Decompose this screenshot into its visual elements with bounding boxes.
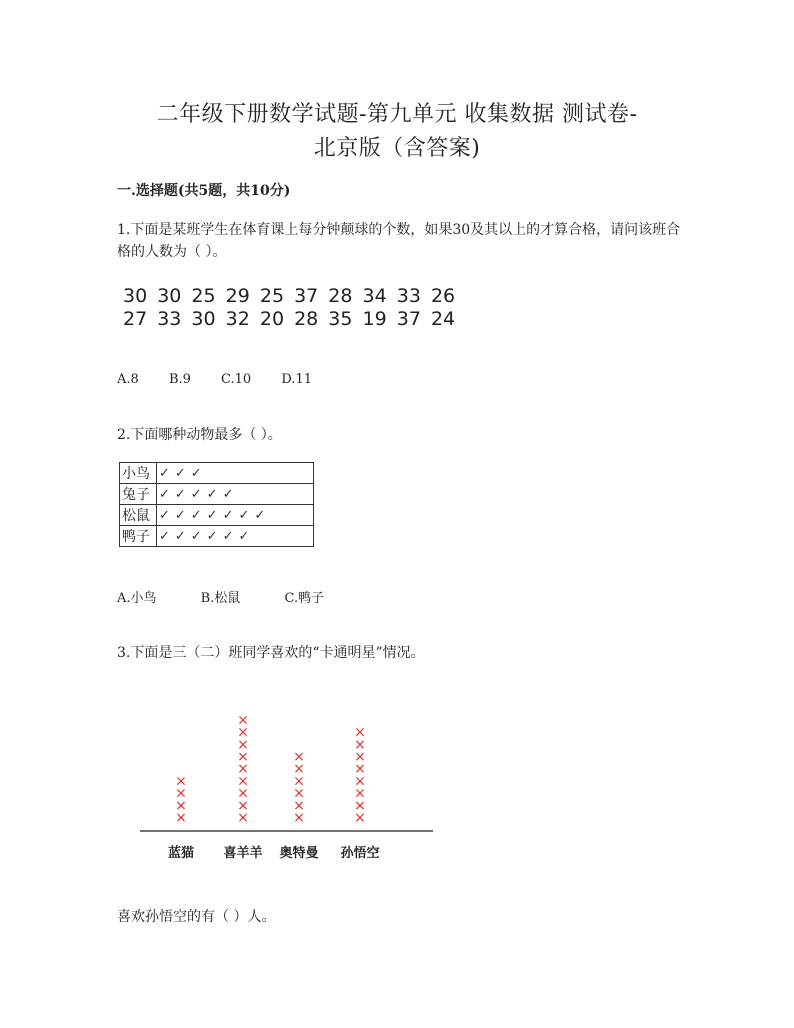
section-heading: 一.选择题(共5题，共10分)	[117, 183, 291, 199]
animal-name: 兔子	[120, 484, 157, 505]
chart-mark: ×	[354, 724, 366, 741]
chart-mark: ×	[354, 785, 366, 802]
chart-mark: ×	[237, 749, 249, 765]
chart-mark: ×	[293, 785, 305, 802]
chart-mark: ×	[354, 773, 366, 790]
category-label: 奥特曼	[279, 846, 319, 861]
chart-mark: ×	[175, 785, 187, 802]
chart-mark: ×	[354, 797, 366, 814]
chart-mark: ×	[354, 736, 366, 753]
chart-mark: ×	[237, 761, 249, 778]
chart-mark: ×	[237, 785, 249, 802]
title-line-1: 二年级下册数学试题-第九单元 收集数据 测试卷-	[156, 102, 638, 127]
chart-mark: ×	[293, 749, 305, 765]
tally-marks: ✓✓✓✓✓✓✓	[157, 505, 314, 526]
question-1-data-row-2: 27 33 30 32 20 28 35 19 37 24	[123, 308, 456, 330]
chart-mark: ×	[293, 773, 305, 790]
chart-mark: ×	[237, 810, 249, 826]
category-label: 蓝猫	[167, 846, 195, 861]
question-3-prompt: 喜欢孙悟空的有（ ）人。	[117, 909, 276, 925]
chart-mark: ×	[237, 712, 249, 729]
option-b[interactable]: B.松鼠	[200, 591, 241, 606]
animal-name: 松鼠	[120, 505, 157, 526]
chart-mark: ×	[354, 761, 366, 778]
chart-mark: ×	[175, 810, 187, 826]
question-3-text: 3.下面是三（二）班同学喜欢的“卡通明星”情况。	[117, 645, 425, 661]
option-c[interactable]: C.鸭子	[284, 591, 325, 606]
question-1-data-row-1: 30 30 25 29 25 37 28 34 33 26	[123, 285, 456, 307]
tally-marks: ✓✓✓✓✓✓	[157, 526, 314, 547]
category-label: 孙悟空	[340, 846, 380, 861]
option-b[interactable]: B.9	[168, 372, 191, 387]
chart-mark: ×	[354, 749, 366, 765]
chart-mark: ×	[293, 797, 305, 814]
tally-marks: ✓✓✓	[157, 463, 314, 484]
category-label: 喜羊羊	[223, 846, 263, 861]
chart-mark: ×	[354, 810, 366, 826]
animal-name: 小鸟	[120, 463, 157, 484]
chart-mark: ×	[293, 810, 305, 826]
chart-mark: ×	[237, 736, 249, 753]
chart-mark: ×	[175, 797, 187, 814]
option-a[interactable]: A.小鸟	[117, 591, 157, 606]
question-2-text: 2.下面哪种动物最多（ ）。	[117, 427, 282, 443]
animal-name: 鸭子	[120, 526, 157, 547]
tally-marks: ✓✓✓✓✓	[157, 484, 314, 505]
chart-mark: ×	[237, 724, 249, 741]
chart-mark: ×	[175, 773, 187, 790]
option-a[interactable]: A.8	[117, 372, 139, 387]
chart-mark: ×	[237, 773, 249, 790]
chart-mark: ×	[293, 761, 305, 778]
option-c[interactable]: C.10	[221, 372, 252, 387]
option-d[interactable]: D.11	[281, 372, 312, 387]
chart-mark: ×	[237, 797, 249, 814]
question-1-text: 1.下面是某班学生在体育课上每分钟颠球的个数，如果30及其以上的才算合格，请问该班合格的人数为（ ）。	[117, 222, 681, 260]
title-line-2: 北京版（含答案)	[313, 136, 481, 161]
